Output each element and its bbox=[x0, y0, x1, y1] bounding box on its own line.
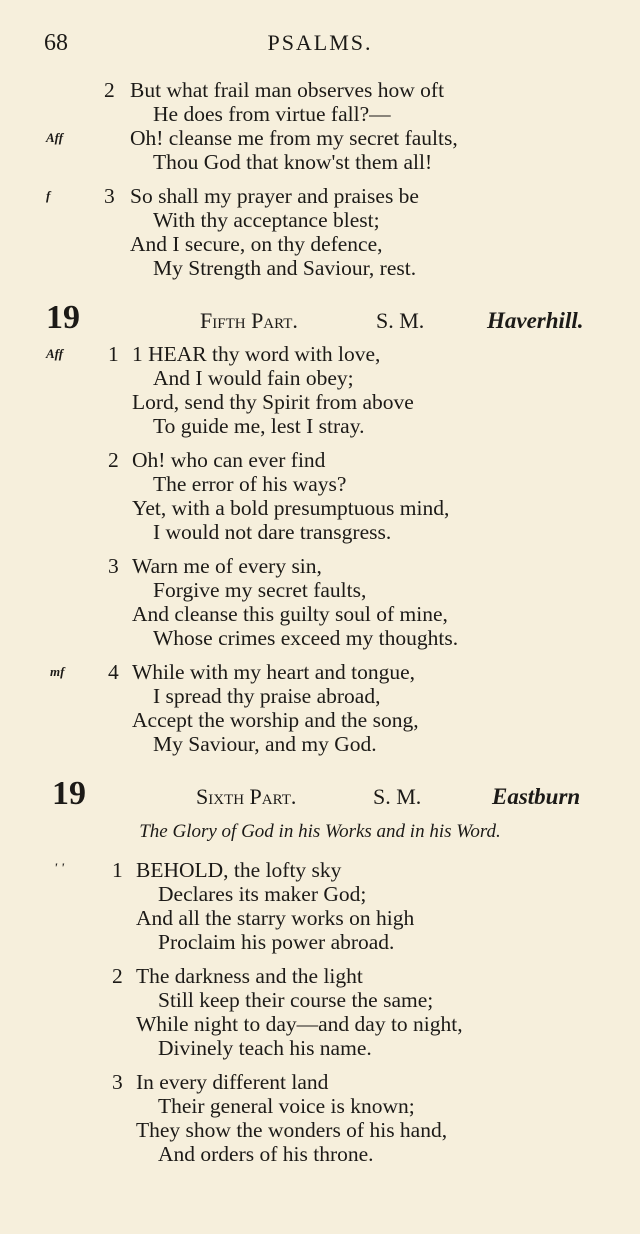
verse-number: 1 bbox=[112, 858, 123, 882]
dynamic-mark: mf bbox=[50, 664, 65, 679]
psalm-number: 19 bbox=[46, 299, 80, 336]
verse-line: Their general voice is known; bbox=[158, 1094, 415, 1118]
verse-line: I spread thy praise abroad, bbox=[153, 684, 381, 708]
verse-number: 3 bbox=[104, 184, 115, 208]
verse-line: The darkness and the light bbox=[136, 964, 363, 988]
verse-line: But what frail man observes how oft bbox=[130, 78, 445, 102]
verse-line: Thou God that know'st them all! bbox=[153, 150, 433, 174]
verse-number: 3 bbox=[108, 554, 119, 578]
verse-line: They show the wonders of his hand, bbox=[136, 1118, 448, 1142]
verse-line: Proclaim his power abroad. bbox=[158, 930, 395, 954]
dynamic-mark: Aff bbox=[46, 346, 64, 361]
verse-line: While night to day—and day to night, bbox=[136, 1012, 463, 1036]
verse-line: My Strength and Saviour, rest. bbox=[153, 256, 417, 280]
verse-line: With thy acceptance blest; bbox=[153, 208, 380, 232]
psalm-number: 19 bbox=[52, 775, 86, 812]
verse-line: Declares its maker God; bbox=[158, 882, 367, 906]
dynamic-mark: Aff bbox=[46, 130, 64, 145]
verse-number: 2 bbox=[104, 78, 115, 102]
verse-line: And orders of his throne. bbox=[158, 1142, 374, 1166]
verse-line: Accept the worship and the song, bbox=[132, 708, 419, 732]
dynamic-mark: ' ' bbox=[54, 860, 65, 875]
verse-line: So shall my prayer and praises be bbox=[130, 184, 419, 208]
verse-line: My Saviour, and my God. bbox=[153, 732, 377, 756]
verse-line: Lord, send thy Spirit from above bbox=[132, 390, 414, 414]
verse-line: Forgive my secret faults, bbox=[153, 578, 367, 602]
verse-number: 3 bbox=[112, 1070, 123, 1094]
verse-line: He does from virtue fall?— bbox=[153, 102, 391, 126]
page-number: 68 bbox=[44, 30, 68, 56]
verse-line: Divinely teach his name. bbox=[158, 1036, 372, 1060]
verse-line: And cleanse this guilty soul of mine, bbox=[132, 602, 448, 626]
meter: S. M. bbox=[373, 784, 422, 809]
tune-name: Eastburn bbox=[492, 784, 581, 809]
verse-line: And I would fain obey; bbox=[153, 366, 354, 390]
dynamic-mark: f bbox=[46, 188, 51, 203]
tune-name: Haverhill. bbox=[487, 308, 584, 333]
verse-number: 1 bbox=[108, 342, 119, 366]
verse-line: BEHOLD, the lofty sky bbox=[136, 858, 342, 882]
section-subtitle: The Glory of God in his Works and in his Word. bbox=[139, 821, 501, 842]
verse-line: I would not dare transgress. bbox=[153, 520, 392, 544]
verse-line: To guide me, lest I stray. bbox=[153, 414, 365, 438]
verse-line: Yet, with a bold presumptuous mind, bbox=[132, 496, 450, 520]
verse-line: Still keep their course the same; bbox=[158, 988, 434, 1012]
verse-line: The error of his ways? bbox=[153, 472, 347, 496]
verse-number: 2 bbox=[108, 448, 119, 472]
verse-number: 4 bbox=[108, 660, 119, 684]
verse-line: Oh! cleanse me from my secret faults, bbox=[130, 126, 458, 150]
verse-line: 1 HEAR thy word with love, bbox=[132, 342, 381, 366]
verse-line: Warn me of every sin, bbox=[132, 554, 322, 578]
part-title: Sixth Part. bbox=[196, 784, 297, 809]
verse-line: While with my heart and tongue, bbox=[132, 660, 416, 684]
verse-line: And I secure, on thy defence, bbox=[130, 232, 383, 256]
verse-line: And all the starry works on high bbox=[136, 906, 415, 930]
verse-line: In every different land bbox=[136, 1070, 329, 1094]
verse-line: Oh! who can ever find bbox=[132, 448, 326, 472]
part-title: Fifth Part. bbox=[200, 308, 298, 333]
verse-number: 2 bbox=[112, 964, 123, 988]
running-title: PSALMS. bbox=[267, 30, 373, 55]
verse-line: Whose crimes exceed my thoughts. bbox=[153, 626, 459, 650]
meter: S. M. bbox=[376, 308, 425, 333]
